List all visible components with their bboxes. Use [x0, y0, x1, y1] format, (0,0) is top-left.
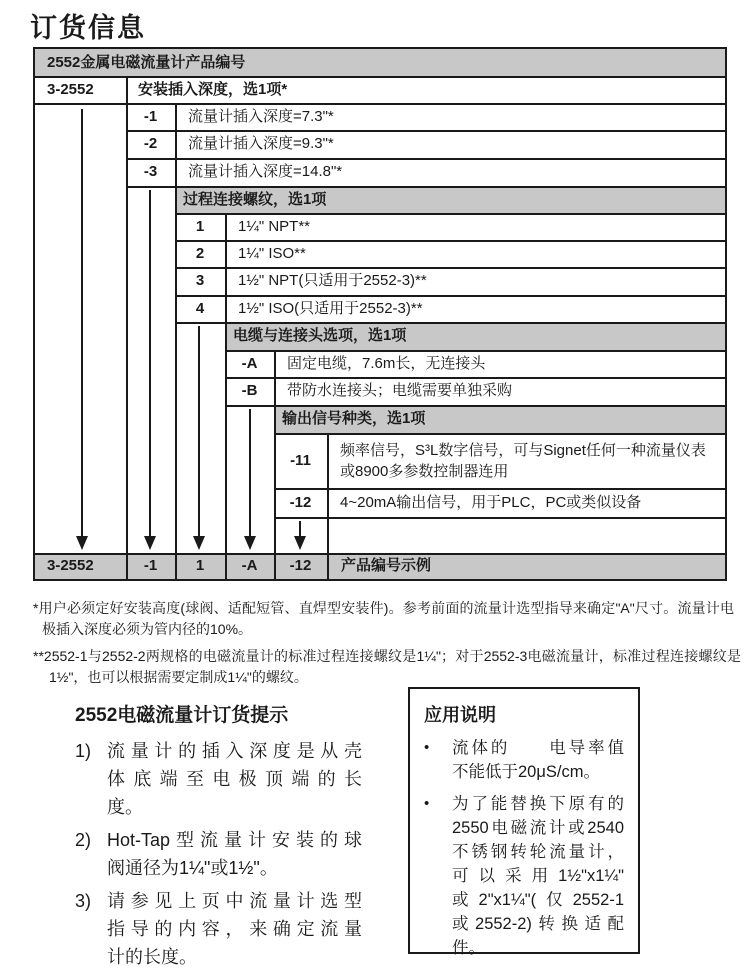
text-line: 或2"x1¼"(仅2552-1 [452, 891, 624, 909]
text-line: 流体的 电导率值 [452, 739, 624, 757]
option-code: 2 [195, 245, 205, 262]
text-line: 体底端至电极顶端的长 [107, 769, 362, 789]
footnote-marker: * [33, 600, 39, 616]
list-item [75, 737, 362, 821]
option-code: -A [241, 355, 258, 372]
group-header-cable: 电缆与连接头选项，选1项 [233, 327, 407, 344]
text-line: 流量计的插入深度是从壳 [107, 741, 362, 761]
option-code: -2 [143, 135, 158, 152]
option-desc: 流量计插入深度=9.3"* [188, 135, 334, 152]
text-line: 件。 [452, 939, 485, 957]
footnote-text: 2552-1与2552-2两规格的电磁流量计的标准过程连接螺纹是1¼"；对于2552-3电磁流量计，标准过程连接螺纹是1½"，也可以根据需要定制成1¼"的螺纹。 [43, 648, 741, 685]
list-item-text [452, 792, 624, 960]
option-desc: 流量计插入深度=7.3"* [188, 108, 334, 125]
application-notes-title: 应用说明 [424, 705, 496, 725]
text-line: 2550电磁流计或2540 [452, 819, 624, 837]
text-line: 度。 [107, 797, 143, 817]
option-desc: 1½" NPT(只适用于2552-3)** [238, 272, 427, 289]
root-label: 安装插入深度，选1项* [138, 81, 288, 98]
down-arrow-line [198, 326, 200, 536]
down-arrow-icon [244, 536, 256, 550]
table-title: 2552金属电磁流量计产品编号 [47, 54, 246, 71]
list-item-number: 3) [75, 891, 92, 911]
footnote-text: 用户必须定好安装高度(球阀、适配短管、直焊型安装件)。参考前面的流量计选型指导来确定"A"尺寸。流量计电极插入深度必须为管内径的10%。 [38, 600, 734, 637]
group-header-thread: 过程连接螺纹，选1项 [183, 191, 327, 208]
text-line: 指导的内容，来确定流量 [107, 919, 362, 939]
bullet-icon: • [424, 795, 430, 812]
option-desc: 固定电缆，7.6m长，无连接头 [287, 355, 486, 372]
down-arrow-line [81, 109, 83, 536]
footnote-double-asterisk [33, 646, 741, 688]
text-line: 为了能替换下原有的 [452, 795, 624, 813]
example-code: -A [241, 557, 258, 574]
text-line: 不锈钢转轮流量计， [452, 843, 624, 861]
page-title: 订货信息 [30, 13, 146, 43]
text-line: 请参见上页中流量计选型 [107, 891, 362, 911]
option-code: -12 [289, 494, 312, 511]
option-desc: 4~20mA输出信号，用于PLC，PC或类似设备 [340, 494, 642, 511]
list-item-text [107, 826, 362, 882]
list-item-number: 1) [75, 741, 92, 761]
list-item-text [107, 737, 362, 821]
option-code: 3 [195, 272, 205, 289]
text-line: 不能低于20μS/cm。 [452, 763, 600, 781]
option-code: 4 [195, 300, 205, 317]
list-item [424, 792, 624, 960]
group-header-output: 输出信号种类，选1项 [282, 410, 426, 427]
root-code: 3-2552 [47, 81, 94, 98]
option-desc: 1½" ISO(只适用于2552-3)** [238, 300, 423, 317]
list-item [424, 736, 624, 784]
text-line: Hot-Tap型流量计安装的球 [107, 830, 362, 850]
list-item-text [452, 736, 624, 784]
option-desc: 1¼" ISO** [238, 245, 306, 262]
example-code: 1 [195, 557, 205, 574]
down-arrow-line [149, 190, 151, 536]
text-line: 阀通径为1¼"或1½"。 [107, 858, 278, 878]
footnote-asterisk [33, 598, 734, 640]
option-code: -11 [290, 452, 311, 469]
option-desc: 流量计插入深度=14.8"* [188, 163, 343, 180]
down-arrow-icon [193, 536, 205, 550]
example-code: 3-2552 [47, 557, 94, 574]
product-code-table [33, 47, 727, 581]
option-desc: 1¼" NPT** [238, 218, 311, 235]
application-notes-box [408, 687, 640, 957]
text-line: 可以采用1½"x1¼" [452, 867, 624, 885]
ordering-tips-section [75, 700, 362, 976]
bullet-icon: • [424, 739, 430, 756]
option-code: 1 [195, 218, 205, 235]
down-arrow-line [249, 409, 251, 536]
down-arrow-icon [76, 536, 88, 550]
list-item-text [107, 887, 362, 971]
list-item [75, 887, 362, 971]
down-arrow-line [299, 521, 301, 536]
ordering-tips-title: 2552电磁流量计订货提示 [75, 705, 289, 726]
footnote-marker: ** [33, 648, 44, 664]
list-item [75, 826, 362, 882]
example-code: -12 [289, 557, 312, 574]
grid-line [274, 517, 725, 519]
option-desc: 带防水连接头；电缆需要单独采购 [287, 382, 513, 399]
option-code: -3 [143, 163, 158, 180]
example-label: 产品编号示例 [341, 557, 432, 574]
option-code: -1 [143, 108, 158, 125]
option-code: -B [241, 382, 258, 399]
down-arrow-icon [144, 536, 156, 550]
list-item-number: 2) [75, 830, 92, 850]
text-line: 计的长度。 [107, 947, 197, 967]
example-code: -1 [143, 557, 158, 574]
option-desc: 频率信号，S³L数字信号，可与Signet任何一种流量仪表或8900多参数控制器连用 [340, 442, 706, 480]
down-arrow-icon [294, 536, 306, 550]
text-line: 或2552-2)转换适配 [452, 915, 624, 933]
